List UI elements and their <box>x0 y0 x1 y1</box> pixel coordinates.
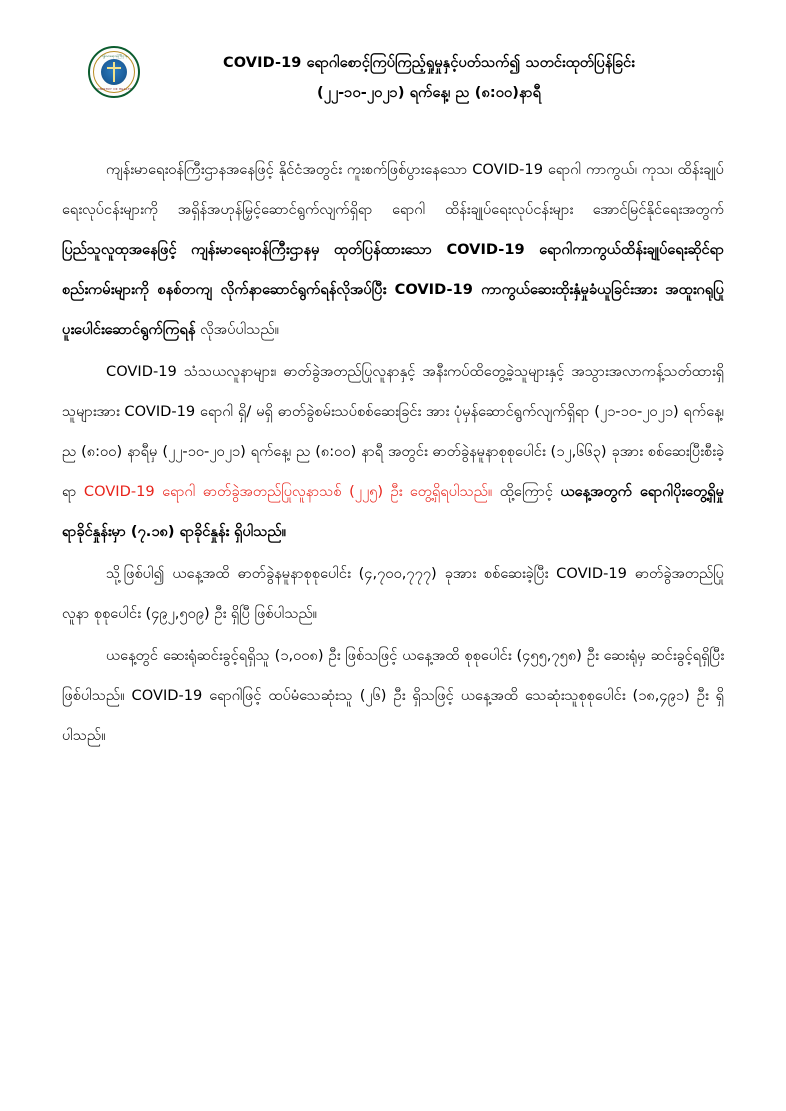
paragraph-2-run-2-highlight: COVID-19 ရောဂါ ဓာတ်ခွဲအတည်ပြုလူနာသစ် (၂၂၅) ဦး တွေ့ရှိရပါသည်။ <box>83 483 493 500</box>
paragraph-2-run-1: COVID-19 သံသယလူနာများ၊ ဓာတ်ခွဲအတည်ပြုလူနာနှင့် အနီးကပ်ထိတွေ့ခဲ့သူများနှင့် အသွားအလာကန့်သတ်ထားရှိသူများအား COVID-19 ရောဂါ ရှိ/ မရှိ ဓာတ်ခွဲစမ်းသပ်စစ်ဆေးခြင်း အား ပုံမှန်ဆောင်ရွက်လျက်ရှိရာ (၂၁-၁၀-၂၀၂၁) ရက်နေ့၊ ည (၈:၀၀) နာရီမှ (၂၂-၁၀-၂၀၂၁) ရက်နေ့၊ ည (၈:၀၀) နာရီ အတွင်း ဓာတ်ခွဲနမူနာစုစုပေါင်း (၁၂,၆၆၃) ခုအား စစ်ဆေးပြီးစီးခဲ့ရာ <box>62 363 724 500</box>
document-header <box>62 36 724 128</box>
paragraph-1-run-2: ပြည်သူလူထုအနေဖြင့် ကျန်းမာရေးဝန်ကြီးဌာနမှ ထုတ်ပြန်ထားသော COVID-19 ရောဂါကာကွယ်ထိန်းချုပ်ရေးဆိုင်ရာ စည်းကမ်းများကို စနစ်တကျ လိုက်နာဆောင်ရွက်ရန်လိုအပ်ပြီး COVID-19 ကာကွယ်ဆေးထိုးနှံမှုခံယူခြင်းအား အထူးဂရုပြု ပူးပေါင်းဆောင်ရွက်ကြရန် <box>62 241 724 338</box>
ministry-of-health-seal-icon <box>88 46 140 98</box>
document-body <box>62 150 724 756</box>
seal-emblem <box>101 59 127 85</box>
paragraph-1-run-1: ကျန်းမာရေးဝန်ကြီးဌာနအနေဖြင့် နိုင်ငံအတွင်း ကူးစက်ဖြစ်ပွားနေသော COVID-19 ရောဂါ ကာကွယ်၊ ကုသ၊ ထိန်းချုပ်ရေးလုပ်ငန်းများကို အရှိန်အဟုန်မြှင့်ဆောင်ရွက်လျက်ရှိရာ ရောဂါ ထိန်းချုပ်ရေးလုပ်ငန်းများ အောင်မြင်နိုင်ရေးအတွက် <box>62 161 724 218</box>
paragraph-1 <box>62 150 724 350</box>
paragraph-4 <box>62 636 724 756</box>
paragraph-1-run-3: လိုအပ်ပါသည်။ <box>195 321 280 338</box>
document-content <box>62 36 724 758</box>
seal-top-text: ကျန်းမာရေးဝန်ကြီးဌာန <box>100 53 128 58</box>
seal-bottom-text: MINISTRY OF HEALTH <box>95 87 133 91</box>
paragraph-2-run-3: ထို့ကြောင့် <box>492 483 561 500</box>
paragraph-2-run-4: ယနေ့အတွက် ရောဂါပိုးတွေ့ရှိမှု ရာခိုင်နှုန်းမှာ (၇.၁၈) ရာခိုင်နှုန်း ရှိပါသည်။ <box>62 483 724 540</box>
paragraph-2 <box>62 352 724 552</box>
header-title-line-1: COVID-19 ရောဂါစောင့်ကြပ်ကြည့်ရှုမှုနှင့်ပတ်သက်၍ သတင်းထုတ်ပြန်ခြင်း <box>222 55 636 71</box>
paragraph-3-run-1: သို့ဖြစ်ပါ၍ ယနေ့အထိ ဓာတ်ခွဲနမူနာစုစုပေါင်း (၄,၇၀၀,၇၇၇) ခုအား စစ်ဆေးခဲ့ပြီး COVID-19 ဓာတ်ခွဲအတည်ပြုလူနာ စုစုပေါင်း (၄၉၂,၅၀၉) ဦး ရှိပြီ ဖြစ်ပါသည်။ <box>62 565 724 622</box>
header-title-line-2: (၂၂-၁၀-၂၀၂၁) ရက်နေ့၊ ည (၈:၀၀)နာရီ <box>317 85 541 101</box>
paragraph-4-run-1: ယနေ့တွင် ဆေးရုံဆင်းခွင့်ရရှိသူ (၁,၀၀၈) ဦး ဖြစ်သဖြင့် ယနေ့အထိ စုစုပေါင်း (၄၅၅,၇၅၈) ဦး ဆေးရုံမှ ဆင်းခွင့်ရရှိပြီး ဖြစ်ပါသည်။ COVID-19 ရောဂါဖြင့် ထပ်မံသေဆုံးသူ (၂၆) ဦး ရှိသဖြင့် ယနေ့အထိ သေဆုံးသူစုစုပေါင်း (၁၈,၄၉၁) ဦး ရှိပါသည်။ <box>62 647 724 744</box>
header-title-block <box>162 36 724 108</box>
paragraph-3 <box>62 554 724 634</box>
